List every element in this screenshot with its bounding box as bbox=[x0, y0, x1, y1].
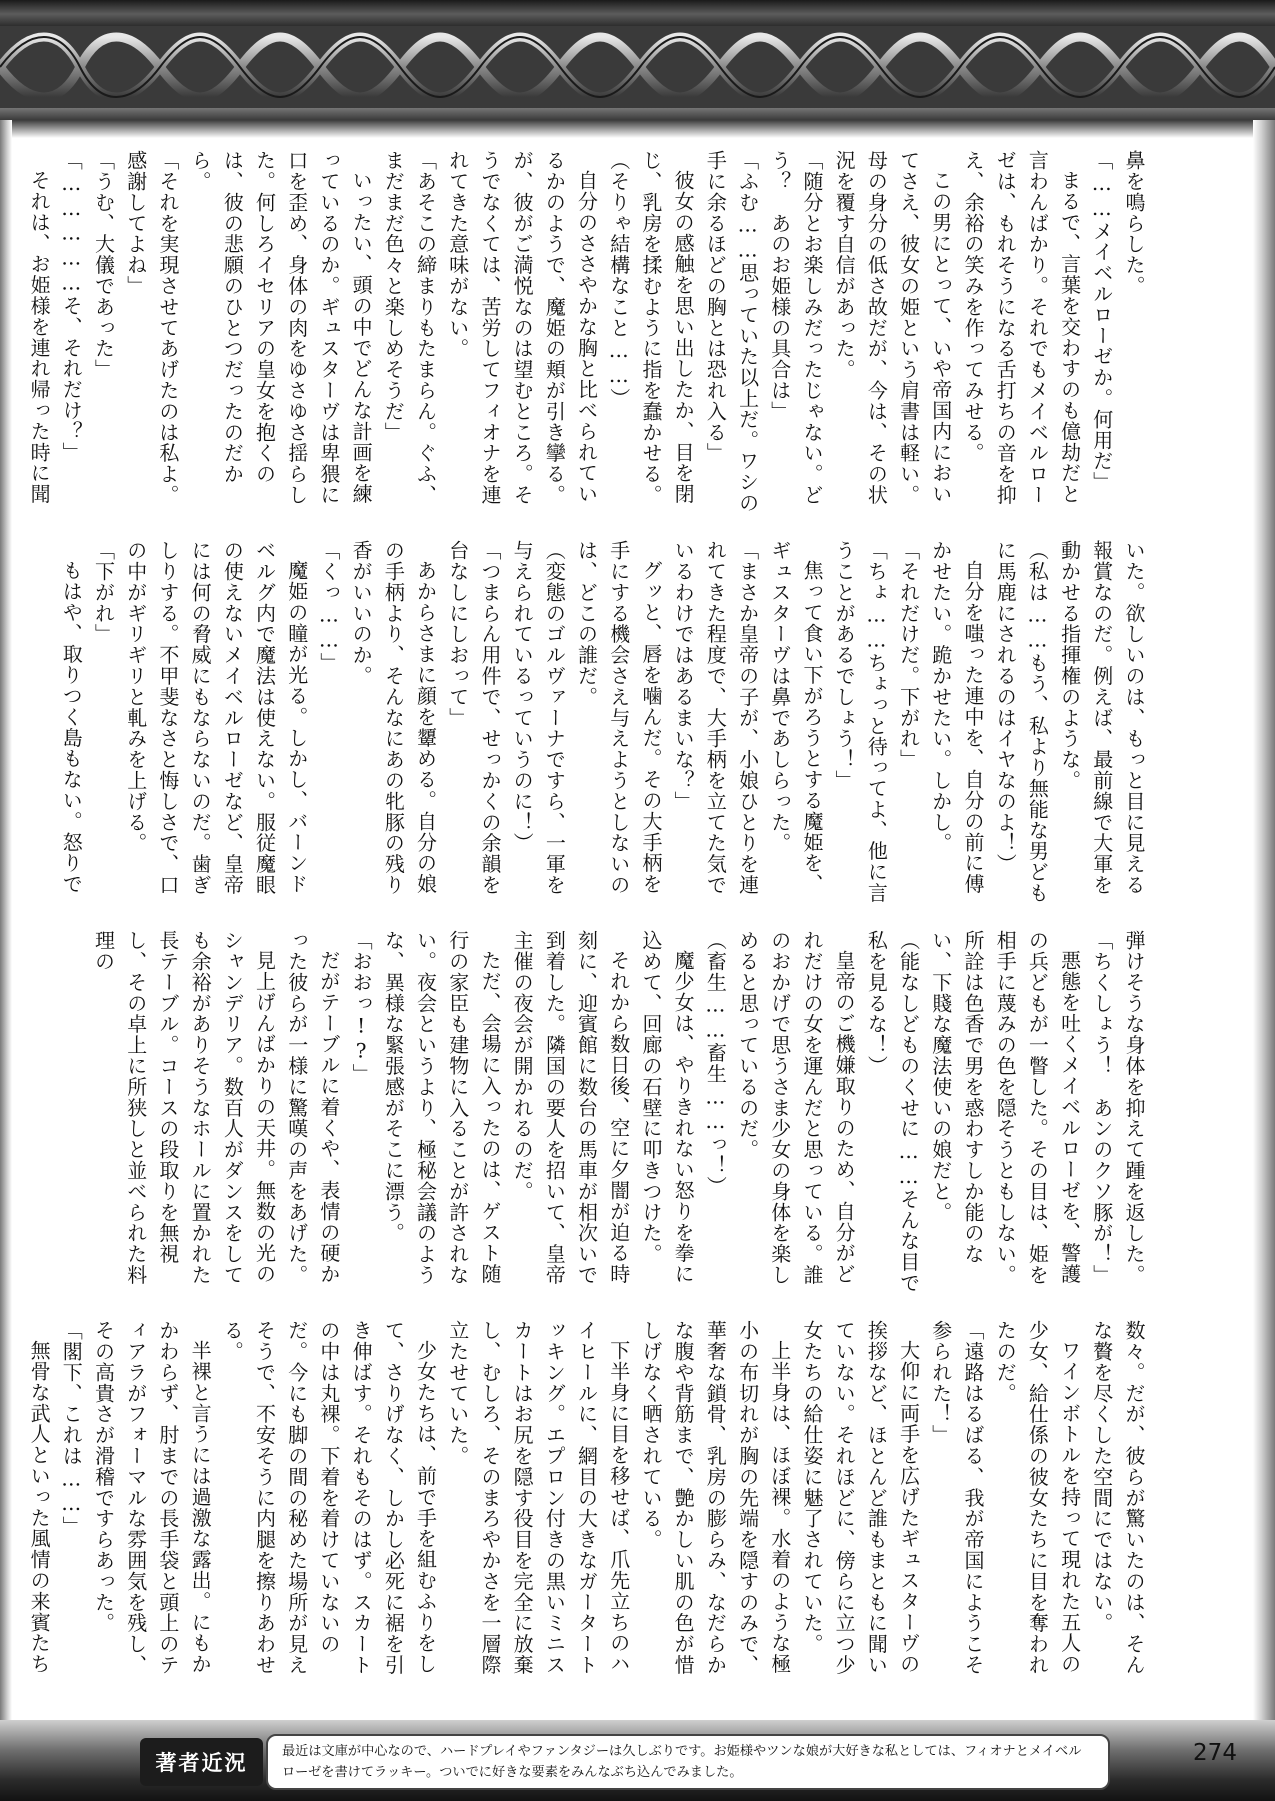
left-rail-decoration bbox=[0, 120, 12, 1720]
paragraph: もはや、取りつく島もない。怒りで bbox=[59, 560, 84, 895]
text-block-2 bbox=[59, 540, 1150, 910]
paragraph: （能なしどものくせに……そんな目で私を見るな！） bbox=[864, 930, 921, 1294]
novel-text-frame bbox=[27, 150, 1150, 1715]
page-number: 274 bbox=[1193, 1740, 1237, 1766]
paragraph: 「ふむ……思っていた以上だ。ワシの手に余るほどの胸とは恐れ入る」 bbox=[703, 150, 760, 514]
paragraph: 自分のささやかな胸と比べられているかのようで、魔姫の頬が引き攣る。が、彼がご満悦なのは望むところ。そうでなくては、苦労してフィオナを連れてきた意味がない。 bbox=[445, 150, 599, 506]
paragraph: あからさまに顔を顰める。自分の娘の手柄より、そんなにあの牝豚の残り香がいいのか。 bbox=[349, 540, 438, 896]
paragraph: 「ちょ……ちょっと待ってよ、他に言うことがあるでしょう！」 bbox=[832, 540, 889, 904]
text-block-4 bbox=[27, 1320, 1150, 1690]
paragraph: 「それを実現させてあげたのは私よ。感謝してよね」 bbox=[123, 150, 180, 506]
paragraph: 「……………そ、それだけ？」 bbox=[59, 150, 84, 463]
text-block-1 bbox=[27, 150, 1150, 520]
paragraph: それは、お姫様を連れ帰った時に聞 bbox=[27, 170, 52, 505]
paragraph: まるで、言葉を交わすのも億劫だと言わんばかり。それでもメイベルローゼは、もれそうになる舌打ちの音を抑え、余裕の笑みを作ってみせる。 bbox=[960, 150, 1082, 506]
paragraph: （そりゃ結構なこと……） bbox=[606, 150, 631, 409]
paragraph: 自分を嗤った連中を、自分の前に傅かせたい。跪かせたい。しかし。 bbox=[928, 540, 985, 895]
paragraph: 下半身に目を移せば、爪先立ちのハイヒールに、網目の大きなガータートッキング。エプロン付きの黒いミニスカートはお尻を隠す役目を完全に放棄し、むしろ、そのまろやかさを一層際立たせていた。 bbox=[445, 1320, 631, 1676]
paragraph: 見上げんばかりの天井。無数の光のシャンデリア。数百人がダンスをしても余裕がありそうなホールに置かれた長テーブル。コースの段取りを無視し、その卓上に所狭しと並べられた料理の bbox=[91, 930, 277, 1286]
paragraph: 「下がれ」 bbox=[91, 540, 116, 645]
right-rail-decoration bbox=[1253, 120, 1275, 1720]
paragraph: いったい、頭の中でどんな計画を練っているのか。ギュスターヴは卑猥に口を歪め、身体の肉をゆさゆさ揺らした。何しろイセリアの皇女を抱くのは、彼の悲願のひとつだったのだから。 bbox=[188, 150, 374, 506]
paragraph: ただ、会場に入ったのは、ゲスト随行の家臣も建物に入ることが許されない。夜会というより、極秘会議のような、異様な緊張感がそこに漂う。 bbox=[381, 930, 502, 1286]
paragraph: 弾けそうな身体を抑えて踵を返した。 bbox=[1122, 930, 1146, 1286]
paragraph: 数々。だが、彼らが驚いたのは、そんな贅を尽くした空間にではない。 bbox=[1089, 1320, 1146, 1676]
paragraph: 「ちくしょう！ あンのクソ豚が！」 bbox=[1089, 930, 1114, 1286]
paragraph: 焦って食い下がろうとする魔姫を、ギュスターヴは鼻であしらった。 bbox=[767, 540, 824, 895]
decorative-header-band bbox=[0, 0, 1275, 138]
author-note-text: 最近は文庫が中心なので、ハードプレイやファンタジーは久しぶりです。お姫様やツンな娘が大好きな私としては、フィオナとメイベルローゼを書けてラッキー。ついでに好きな要素をみんなぶち込んでみました。 bbox=[266, 1734, 1110, 1790]
paragraph: （畜生……畜生……っ！） bbox=[703, 930, 728, 1197]
paragraph: 「閣下、これは……」 bbox=[59, 1320, 84, 1537]
paragraph: 「……メイベルローゼか。何用だ」 bbox=[1089, 150, 1114, 493]
paragraph: 「うむ、大儀であった」 bbox=[91, 150, 116, 380]
paragraph: 「つまらん用件で、せっかくの余韻を台なしにしおって」 bbox=[445, 540, 502, 896]
paragraph: この男にとって、いや帝国内においてさえ、彼女の姫という肩書は軽い。母の身分の低さ故だが、今は、その状況を覆す自信があった。 bbox=[832, 150, 953, 506]
paragraph: 「それだけだ。下がれ」 bbox=[896, 540, 921, 770]
paragraph: だがテーブルに着くや、表情の硬かった彼らが一様に驚嘆の声をあげた。 bbox=[284, 930, 341, 1286]
paragraph: 「あそこの締まりもたまらん。ぐふ、まだまだ色々と楽しめそうだ」 bbox=[381, 150, 438, 506]
paragraph: それから数日後、空に夕闇が迫る時刻に、迎賓館に数台の馬車が相次いで到着した。隣国の要人を招いて、皇帝主催の夜会が開かれるのだ。 bbox=[510, 930, 631, 1286]
author-note-label: 著者近況 bbox=[140, 1738, 263, 1786]
paragraph: 上半身は、ほぼ裸。水着のような極小の布切れが胸の先端を隠すのみで、華奢な鎖骨、乳房の膨らみ、なだらかな腹や背筋まで、艶かしい肌の色が惜しげなく晒されている。 bbox=[638, 1320, 792, 1676]
paragraph: 悪態を吐くメイベルローゼを、警護の兵どもが一瞥した。その目は、姫を相手に蔑みの色を隠そうともしない。所詮は色香で男を惑わすしか能のない、下賤な魔法使いの娘だと。 bbox=[928, 930, 1082, 1286]
paragraph: 「まさか皇帝の子が、小娘ひとりを連れてきた程度で、大手柄を立てた気でいるわけではあるまいな？」 bbox=[671, 540, 760, 896]
paragraph: 魔少女は、やりきれない怒りを拳に込めて、回廊の石壁に叩きつけた。 bbox=[638, 930, 696, 1285]
text-block-3 bbox=[91, 930, 1150, 1300]
paragraph: 大仰に両手を広げたギュスターヴの挨拶など、ほとんど誰もまともに聞いていない。それほどに、傍らに立つ少女たちの給仕姿に魅了されていた。 bbox=[799, 1320, 921, 1676]
paragraph: 「遠路はるばる、我が帝国にようこそ参られた！」 bbox=[928, 1320, 985, 1676]
celtic-knot-ornament bbox=[0, 22, 1275, 112]
paragraph: 無骨な武人といった風情の来賓たち bbox=[27, 1340, 52, 1675]
paragraph: 魔姫の瞳が光る。しかし、バーンドベルグ内で魔法は使えない。服従魔眼の使えないメイベルローゼなど、皇帝には何の脅威にもならないのだ。歯ぎしりする。不甲斐なさと悔しさで、口の中がギリギリと軋みを上げる。 bbox=[123, 540, 309, 896]
paragraph: （変態のゴルヴァーナですら、一軍を与えられているっていうのに！） bbox=[510, 540, 567, 896]
paragraph: （私は……もう、私より無能な男どもに馬鹿にされるのはイヤなのよ！） bbox=[993, 540, 1050, 904]
paragraph: 「くっ……」 bbox=[316, 540, 341, 674]
paragraph: 鼻を鳴らした。 bbox=[1122, 150, 1146, 297]
paragraph: 皇帝のご機嫌取りのため、自分がどれだけの女を運んだと思っている。誰のおかげで思うさま少女の身体を楽しめると思っているのだ。 bbox=[735, 930, 857, 1286]
paragraph: 「随分とお楽しみだったじゃない。どう？ あのお姫様の具合は」 bbox=[767, 150, 824, 506]
paragraph: ワインボトルを持って現れた五人の少女、給仕係の彼女たちに目を奪われたのだ。 bbox=[993, 1320, 1082, 1676]
paragraph: いた。欲しいのは、もっと目に見える報賞なのだ。例えば、最前線で大軍を動かせる指揮権のような。 bbox=[1057, 540, 1146, 896]
paragraph: グッと、唇を噛んだ。その大手柄を手にする機会さえ与えようとしないのは、どこの誰だ。 bbox=[574, 540, 663, 896]
paragraph: 「おおっ!?」 bbox=[349, 930, 374, 1085]
paragraph: 少女たちは、前で手を組むふりをして、さりげなく、しかし必死に裾を引き伸ばす。それもそのはず。スカートの中は丸裸。下着を着けていないのだ。今にも脚の間の秘めた場所が見えそうで、不安そうに内腿を擦りあわせる。 bbox=[220, 1320, 438, 1676]
paragraph: 半裸と言うには過激な露出。にもかかわらず、肘までの長手袋と頭上のティアラがフォーマルな雰囲気を残し、その高貴さが滑稽ですらあった。 bbox=[91, 1320, 213, 1676]
paragraph: 彼女の感触を思い出したか、目を閉じ、乳房を揉むように指を蠢かせる。 bbox=[638, 150, 696, 506]
